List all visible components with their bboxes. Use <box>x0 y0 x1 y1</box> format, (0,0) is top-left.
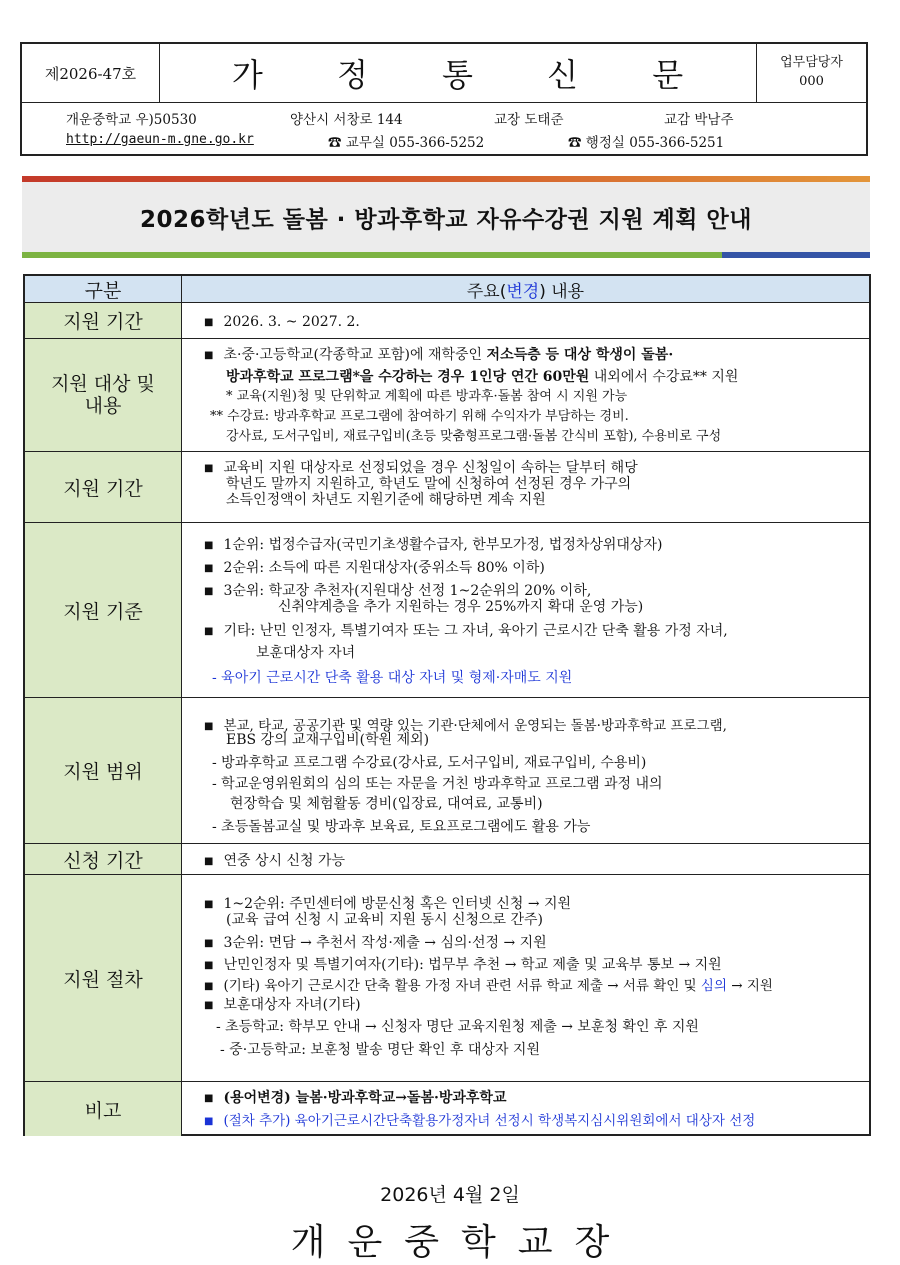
row-content-criteria: ■ 1순위: 법정수급자(국민기초생활수급자, 한부모가정, 법정차상위대상자) ■ 2순위: 소득에 따른 지원대상자(중위소득 80% 이하) ■ 3순위: 학교장 추천자(지원대상 선정 1~2순위의 20% 이하, 신취약계층을 추가 지원하는 경우 25%까지 확대 운영 가능) ■ 기타: 난민 인정자, 특별기여자 또는 그 자녀, 육아기 근로시간 단축 활용 가정 자녀, 보훈대상자 자녀 - 육아기 근로시간 단축 활용 대상 자녀 및 형제·자매도 지원 <box>182 523 869 697</box>
row-label-period: 지원 기간 <box>25 303 182 338</box>
issue-date: 2026년 4월 2일 <box>380 1184 520 1206</box>
principal-name: 교장 도태준 <box>494 112 564 128</box>
phone-academic: ☎ 교무실 055-366-5252 <box>328 135 485 151</box>
row-content-scope: ■ 본교, 타교, 공공기관 및 역량 있는 기관·단체에서 운영되는 돌봄·방과후학교 프로그램, EBS 강의 교재구입비(학원 제외) - 방과후학교 프로그램 수강료(강사료, 도서구입비, 재료구입비, 수용비) - 학교운영위원회의 심의 또는 자문을 거친 방과후학교 프로그램 과정 내의 현장학습 및 체험활동 경비(입장료, 대여료, 교통비) - 초등돌봄교실 및 방과후 보육료, 토요프로그램에도 활용 가능 <box>182 698 869 843</box>
vice-principal-name: 교감 박남주 <box>664 112 734 128</box>
row-label-notes: 비고 <box>25 1082 182 1136</box>
row-content-target: ■ 초·중·고등학교(각종학교 포함)에 재학중인 저소득층 등 대상 학생이 돌봄· 방과후학교 프로그램*을 수강하는 경우 1인당 연간 60만원 내외에서 수강료** 지원 * 교육(지원)청 및 단위학교 계획에 따른 방과후·돌봄 참여 시 지원 가능 ** 수강료: 방과후학교 프로그램에 참여하기 위해 수익자가 부담하는 경비. 강사료, 도서구입비, 재료구입비(초등 맞춤형프로그램·돌봄 간식비 포함), 수용비로 구성 <box>182 339 869 451</box>
issue-number: 제2026-47호 <box>22 44 160 102</box>
manager-box <box>757 44 866 102</box>
banner-bottom-stripe-green <box>22 252 722 258</box>
row-content-apply-period: ■ 연중 상시 신청 가능 <box>182 844 869 874</box>
support-plan-table <box>23 274 871 1136</box>
row-content-procedure: ■ 1~2순위: 주민센터에 방문신청 혹은 인터넷 신청 → 지원 (교육 급여 신청 시 교육비 지원 동시 신청으로 간주) ■ 3순위: 면담 → 추천서 작성·제출 → 심의·선정 → 지원 ■ 난민인정자 및 특별기여자(기타): 법무부 추천 → 학교 제출 및 교육부 통보 → 지원 ■ (기타) 육아기 근로시간 단축 활용 가정 자녀 관련 서류 학교 제출 → 서류 확인 및 심의 → 지원 ■ 보훈대상자 자녀(기타) - 초등학교: 학부모 안내 → 신청자 명단 교육지원청 제출 → 보훈청 확인 후 지원 - 중·고등학교: 보훈청 발송 명단 확인 후 대상자 지원 <box>182 875 869 1081</box>
row-content-period-2: ■ 교육비 지원 대상자로 선정되었을 경우 신청일이 속하는 달부터 해당 학년도 말까지 지원하고, 학년도 말에 신청하여 선정된 경우 가구의 소득인정액이 차년도 지원기준에 해당하면 계속 지원 <box>182 452 869 522</box>
document-title: 가 정 통 신 문 <box>159 44 757 102</box>
row-label-target: 지원 대상 및 내용 <box>25 339 182 451</box>
phone-admin: ☎ 행정실 055-366-5251 <box>568 135 725 151</box>
banner-bottom-stripe-blue <box>722 252 870 258</box>
table-head-content: 주요( 변경 ) 내용 <box>182 276 869 302</box>
row-label-scope: 지원 범위 <box>25 698 182 843</box>
letter-header <box>20 42 868 156</box>
street-address: 양산시 서창로 144 <box>290 112 403 128</box>
row-label-period-2: 지원 기간 <box>25 452 182 522</box>
school-website-link[interactable]: http://gaeun-m.gne.go.kr <box>66 132 254 147</box>
row-label-procedure: 지원 절차 <box>25 875 182 1081</box>
manager-value: 000 <box>799 74 824 89</box>
school-address: 개운중학교 우)50530 <box>66 112 197 128</box>
table-head-category: 구분 <box>25 276 182 302</box>
manager-label: 업무담당자 <box>780 55 843 70</box>
banner-title: 2026학년도 돌봄 · 방과후학교 자유수강권 지원 계획 안내 <box>22 182 870 252</box>
signer-name: 개운중학교장 <box>290 1222 632 1263</box>
row-label-criteria: 지원 기준 <box>25 523 182 697</box>
row-label-apply-period: 신청 기간 <box>25 844 182 874</box>
title-banner <box>22 176 870 258</box>
row-content-period: ■ 2026. 3. ~ 2027. 2. <box>182 303 869 338</box>
row-content-notes: ■ (용어변경) 늘봄·방과후학교→돌봄·방과후학교 ■ (절차 추가) 육아기근로시간단축활용가정자녀 선정시 학생복지심시위원회에서 대상자 선정 <box>182 1082 869 1136</box>
